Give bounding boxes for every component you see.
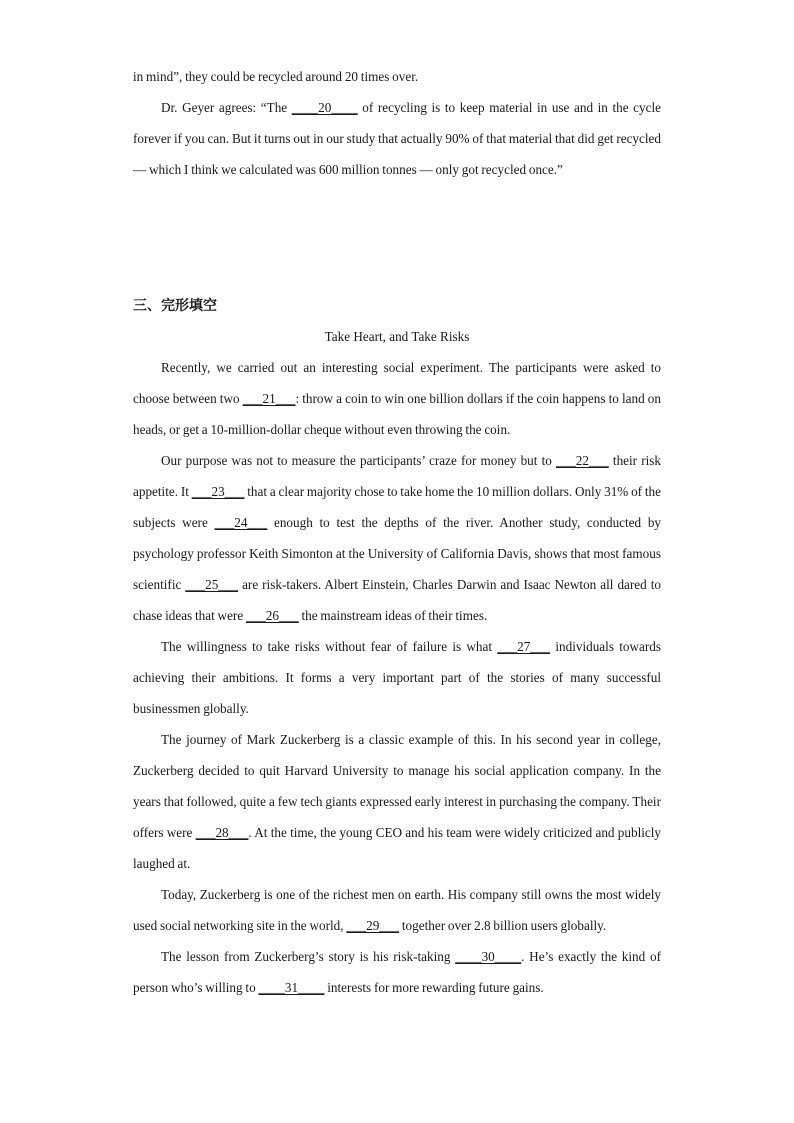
text-run: Recently, we carried out an interesting social experiment. The participants were asked to choose between two <box>133 360 661 406</box>
text-run: The willingness to take risks without fear of failure is what <box>161 639 498 654</box>
paragraph-geyer-quote <box>133 92 661 185</box>
text-run: interests for more rewarding future gains. <box>324 980 544 995</box>
answer-blank: ___24___ <box>214 515 268 530</box>
text-run: the mainstream ideas of their times. <box>298 608 488 623</box>
paragraph <box>133 445 661 631</box>
text-run: together over 2.8 billion users globally. <box>399 918 607 933</box>
answer-blank: ____20____ <box>291 100 358 115</box>
answer-blank: ____31____ <box>258 980 325 995</box>
text-run: The lesson from Zuckerberg’s story is his risk-taking <box>161 949 456 964</box>
text-run: of recycling is to keep material in use and in the cycle forever if you can. But it turns out in our study that actually 90% of that material that did get recycled — which I think we calculated was 600 million tonnes — only got recycled once.” <box>133 100 661 177</box>
answer-blank: ___22___ <box>556 453 609 468</box>
cloze-passage <box>133 321 661 1003</box>
paragraph <box>133 941 661 1003</box>
text-run: . He’s exactly the kind of person who’s willing to <box>133 949 661 995</box>
text-run: their risk appetite. It <box>133 453 661 499</box>
text-run: individuals towards achieving their ambitions. It forms a very important part of the stories of many successful businessmen globally. <box>133 639 661 716</box>
answer-blank: ___23___ <box>191 484 245 499</box>
text-run: Our purpose was not to measure the participants’ craze for money but to <box>161 453 556 468</box>
text-run: that a clear majority chose to take home the 10 million dollars. Only 31% of the subjects were <box>133 484 661 530</box>
text-run: are risk-takers. Albert Einstein, Charles Darwin and Isaac Newton all dared to chase ideas that were <box>133 577 661 623</box>
answer-blank: ___26___ <box>245 608 299 623</box>
text-run: : throw a coin to win one billion dollars if the coin happens to land on heads, or get a 10-million-dollar cheque without even throwing the coin. <box>133 391 661 437</box>
answer-blank: ___25___ <box>185 577 239 592</box>
cloze-section <box>133 296 661 316</box>
previous-passage-tail <box>133 61 661 185</box>
answer-blank: ___28___ <box>195 825 249 840</box>
section-heading: 三、完形填空 <box>133 298 217 314</box>
text-run: in mind”, they could be recycled around 20 times over. <box>133 69 419 84</box>
text-run: The journey of Mark Zuckerberg is a classic example of this. In his second year in college, Zuckerberg decided to quit Harvard University to manage his social application company. In the years that followed, quite a few tech giants expressed early interest in purchasing the company. Their offers were <box>133 732 661 840</box>
text-run: enough to test the depths of the river. Another study, conducted by psychology professor Keith Simonton at the University of California Davis, shows that most famous scientific <box>133 515 662 592</box>
paragraph-continuation <box>133 61 661 92</box>
paragraph <box>133 352 661 445</box>
answer-blank: ____30____ <box>455 949 522 964</box>
paragraph <box>133 724 661 879</box>
answer-blank: ___27___ <box>497 639 551 654</box>
text-run: Today, Zuckerberg is one of the richest men on earth. His company still owns the most widely used social networking site in the world, <box>133 887 661 933</box>
paragraph <box>133 631 661 724</box>
text-run: Dr. Geyer agrees: “The <box>161 100 292 115</box>
passage-title: Take Heart, and Take Risks <box>324 329 470 344</box>
paragraph <box>133 879 661 941</box>
answer-blank: ___29___ <box>346 918 400 933</box>
text-run: . At the time, the young CEO and his team were widely criticized and publicly laughed at. <box>133 825 662 871</box>
answer-blank: ___21___ <box>242 391 296 406</box>
